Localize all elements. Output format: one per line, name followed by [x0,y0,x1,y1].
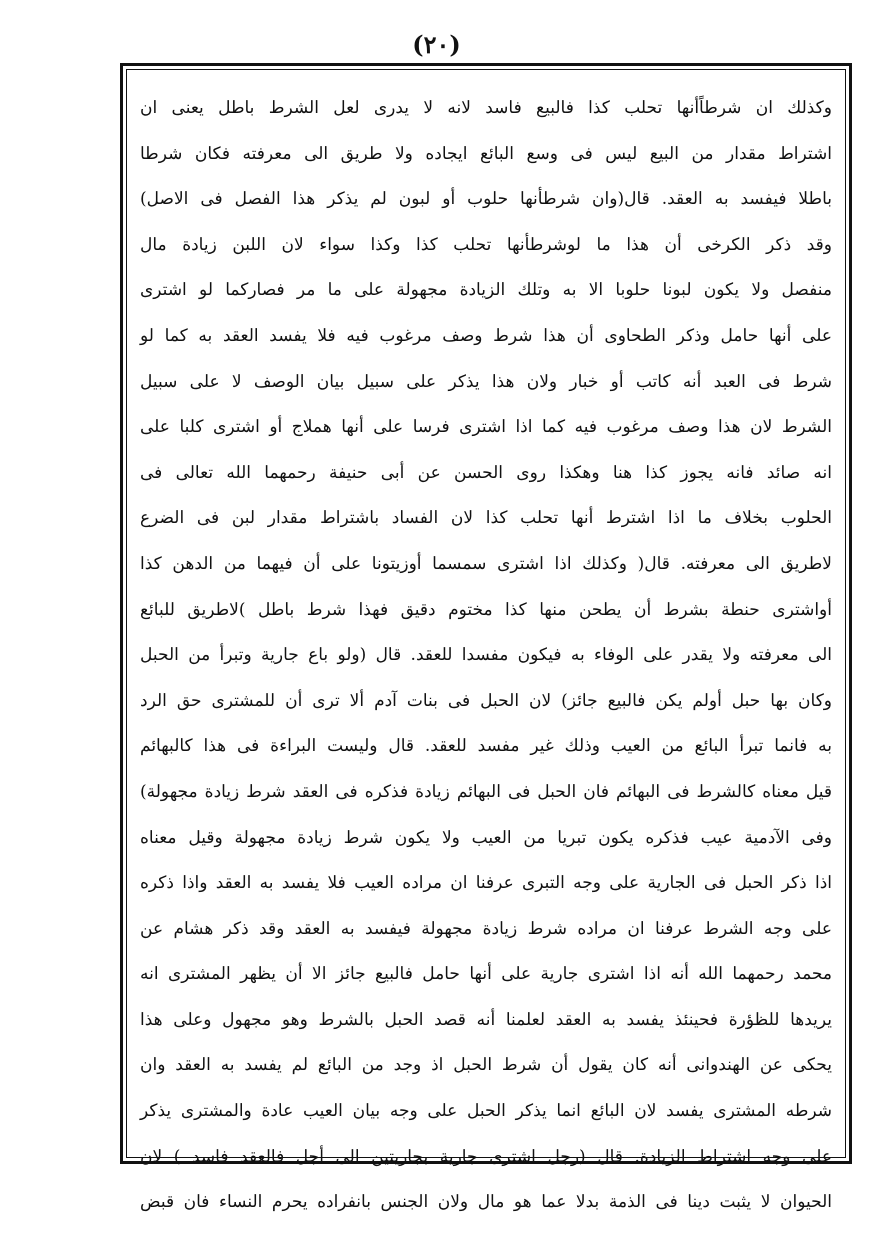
text-line: الحلوب بخلاف ما اذا اشترط أنها تحلب كذا لان الفساد باشتراط مقدار لبن فى الضرع [140,508,832,529]
text-line: اذا ذكر الحبل فى الجارية على وجه التبرى عرفنا ان مراده العيب فلا يفسد به العقد واذا ذكره [140,873,832,894]
text-line: قيل معناه كالشرط فى البهائم فان الحبل فى البهائم زيادة فذكره فى العقد شرط زيادة مجهولة) [140,781,832,802]
body-text [140,86,832,1213]
text-line: به فانما تبرأ البائع من العيب وذلك غير مفسد للعقد. قال وليست البراءة فى هذا كالبهائم [140,736,832,757]
text-line: أواشترى حنطة بشرط أن يطحن منها كذا مختوم دقيق فهذا شرط باطل )لاطريق للبائع [140,599,832,620]
text-line: اشتراط مقدار من البيع ليس فى وسع البائع ايجاده ولا طريق الى معرفته فكان شرطا [140,143,832,164]
page-number: (٢٠) [412,30,461,59]
text-line: وكذلك ان شرطاًأنها تحلب كذا فالبيع فاسد لانه لا يدرى لعل الشرط باطل يعنى ان [140,98,832,118]
text-line: وقد ذكر الكرخى أن هذا ما لوشرطأنها تحلب كذا وكذا سواء لان اللبن زيادة مال [140,234,832,255]
text-line: لاطريق الى معرفته. قال( وكذلك اذا اشترى سمسما أوزيتونا على أن فيهما من الدهن كذا [140,553,832,574]
text-line: وفى الآدمية عيب فذكره يكون تبريا من العيب ولا يكون شرط زيادة مجهولة وقيل معناه [140,827,832,848]
text-line: شرط فى العبد أنه كاتب أو خبار ولان هذا يذكر على سبيل بيان الوصف لا على سبيل [140,371,832,392]
text-line: وكان بها حبل أولم يكن فالبيع جائز) لان الحبل فى بنات آدم ألا ترى أن للمشترى حق الرد [140,690,832,711]
text-line: منفصل ولا يكون لبونا حلوبا الا به وتلك الزيادة مجهولة على ما مر فصاركما لو اشترى [140,280,832,301]
text-line: شرطه المشترى يفسد لان البائع انما يذكر الحبل على وجه بيان العيب عادة والمشترى يذكر [140,1101,832,1122]
text-line: يريدها للظؤرة فحينئذ يفسد به العقد لعلمنا أنه قصد الحبل بالشرط وهو مجهول وعلى هذا [140,1009,832,1030]
text-line: الى معرفته ولا يقدر على الوفاء به فيكون مفسدا للعقد. قال (ولو باع جارية وتبرأ من الحبل [140,645,832,666]
text-line: يحكى عن الهندوانى أنه كان يقول أن شرط الحبل اذ وجد من البائع لم يفسد به العقد وان [140,1055,832,1076]
text-line: الحيوان لا يثبت دينا فى الذمة بدلا عما هو مال ولان الجنس بانفراده يحرم النساء فان قبض [140,1192,832,1213]
text-line: على وجه الشرط عرفنا ان مراده شرط زيادة مجهولة فيفسد به العقد وقد ذكر هشام عن [140,918,832,939]
text-line: على أنها حامل وذكر الطحاوى أن هذا شرط وصف مرغوب فيه فلا يفسد العقد به كما لو [140,325,832,346]
text-line: محمد رحمهما الله أنه اذا اشترى جارية على أنها حامل فالبيع جائز الا أن يظهر المشترى انه [140,964,832,985]
text-line: انه صائد فانه يجوز كذا هنا وهكذا روى الحسن عن أبى حنيفة رحمهما الله تعالى فى [140,462,832,483]
text-line: الشرط لان هذا وصف مرغوب فيه كما اذا اشترى فرسا على أنها هملاج أو اشترى كلبا على [140,417,832,438]
text-line: على وجه اشتراط الزيادة. قال (رجل اشترى جارية بجاريتين الى أجل فالعقد فاسد ) لان [140,1146,832,1167]
text-line: باطلا فيفسد به العقد. قال(وان شرطأنها حلوب أو لبون لم يذكر هذا الفصل فى الاصل) [140,189,832,210]
